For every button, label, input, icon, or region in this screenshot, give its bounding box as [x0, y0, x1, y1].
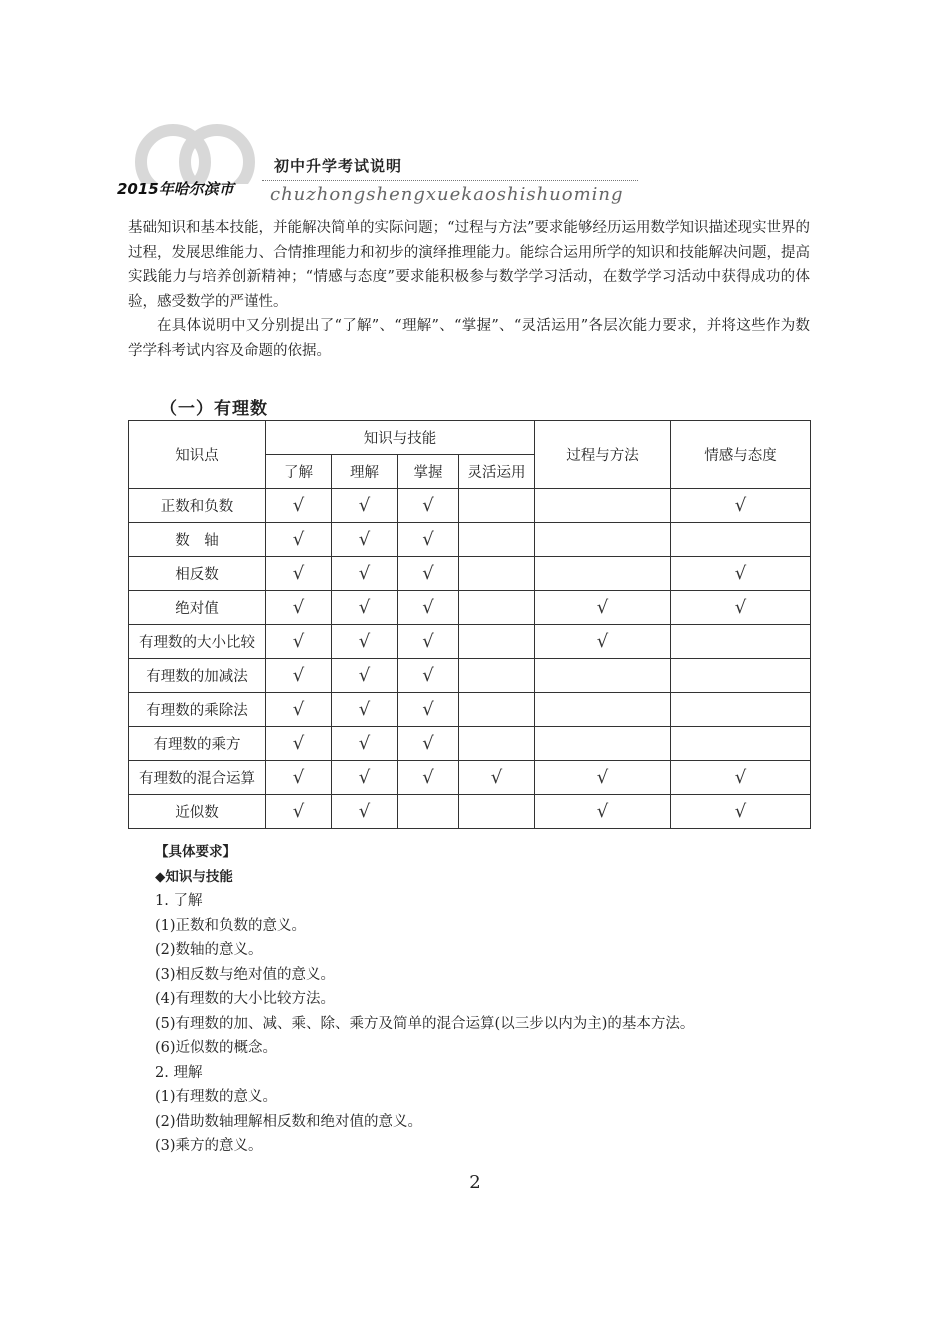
- header-emotion-attitude: 情感与态度: [671, 421, 811, 489]
- requirements-subheading: ◆知识与技能: [155, 868, 233, 885]
- empty-cell: [459, 795, 535, 829]
- check-mark-icon: √: [266, 659, 332, 693]
- check-mark-icon: √: [398, 659, 459, 693]
- table-row: [129, 625, 811, 659]
- page-header: [0, 0, 950, 215]
- sec1-title: 1. 了解: [155, 893, 203, 909]
- sec2-title: 2. 理解: [155, 1064, 203, 1081]
- intro-paragraph-2: 在具体说明中又分别提出了“了解”、“理解”、“掌握”、“灵活运用”各层次能力要求，并将这些作为数学学科考试内容及命题的依据。: [128, 318, 810, 359]
- check-mark-icon: √: [671, 557, 811, 591]
- header-title: 初中升学考试说明: [274, 157, 403, 175]
- intro-text: [128, 216, 810, 363]
- header-pinyin: chuzhongshengxuekaoshishuoming: [270, 184, 624, 205]
- empty-cell: [459, 489, 535, 523]
- requirement-item: (2)数轴的意义。: [155, 942, 263, 958]
- check-mark-icon: √: [266, 693, 332, 727]
- requirement-item: (2)借助数轴理解相反数和绝对值的意义。: [155, 1113, 423, 1130]
- empty-cell: [535, 693, 671, 727]
- requirement-item: (3)相反数与绝对值的意义。: [155, 966, 336, 983]
- check-mark-icon: √: [535, 795, 671, 829]
- check-mark-icon: √: [332, 761, 398, 795]
- check-mark-icon: √: [671, 795, 811, 829]
- check-mark-icon: √: [398, 761, 459, 795]
- table-row: [129, 591, 811, 625]
- empty-cell: [459, 727, 535, 761]
- requirement-item: (1)有理数的意义。: [155, 1089, 278, 1105]
- check-mark-icon: √: [398, 557, 459, 591]
- check-mark-icon: √: [266, 761, 332, 795]
- header-apply: 灵活运用: [459, 455, 535, 489]
- row-knowledge-point: 正数和负数: [129, 489, 266, 523]
- check-mark-icon: √: [266, 795, 332, 829]
- section-title: （一）有理数: [160, 399, 268, 419]
- intro-paragraph-1: 基础知识和基本技能，并能解决简单的实际问题；“过程与方法”要求能够经历运用数学知识描述现实世界的过程，发展思维能力、合情推理能力和初步的演绎推理能力。能综合运用所学的知识和技能解决问题，提高实践能力与培养创新精神；“情感与态度”要求能积极参与数学学习活动，在数学学习活动中获得成功的体验，感受数学的严谨性。: [128, 220, 810, 310]
- header-understand-basic: 了解: [266, 455, 332, 489]
- empty-cell: [671, 659, 811, 693]
- empty-cell: [459, 591, 535, 625]
- empty-cell: [535, 659, 671, 693]
- row-knowledge-point: 相反数: [129, 557, 266, 591]
- check-mark-icon: √: [332, 693, 398, 727]
- empty-cell: [671, 693, 811, 727]
- specific-requirements: [155, 840, 694, 1159]
- row-knowledge-point: 有理数的乘除法: [129, 693, 266, 727]
- check-mark-icon: √: [332, 659, 398, 693]
- page-number: 2: [469, 1172, 481, 1193]
- requirement-item: (1)正数和负数的意义。: [155, 917, 307, 934]
- requirement-item: (3)乘方的意义。: [155, 1138, 263, 1154]
- check-mark-icon: √: [671, 489, 811, 523]
- empty-cell: [459, 693, 535, 727]
- header-knowledge-skill: 知识与技能: [266, 421, 535, 455]
- check-mark-icon: √: [266, 557, 332, 591]
- empty-cell: [459, 523, 535, 557]
- table-row: [129, 523, 811, 557]
- check-mark-icon: √: [671, 761, 811, 795]
- row-knowledge-point: 有理数的大小比较: [129, 625, 266, 659]
- check-mark-icon: √: [332, 489, 398, 523]
- check-mark-icon: √: [535, 761, 671, 795]
- requirements-heading: 【具体要求】: [155, 844, 236, 860]
- check-mark-icon: √: [398, 625, 459, 659]
- row-knowledge-point: 有理数的加减法: [129, 659, 266, 693]
- check-mark-icon: √: [266, 727, 332, 761]
- row-knowledge-point: 近似数: [129, 795, 266, 829]
- row-knowledge-point: 有理数的乘方: [129, 727, 266, 761]
- table-row: [129, 659, 811, 693]
- check-mark-icon: √: [535, 625, 671, 659]
- check-mark-icon: √: [266, 625, 332, 659]
- check-mark-icon: √: [398, 693, 459, 727]
- empty-cell: [671, 727, 811, 761]
- table-row: [129, 693, 811, 727]
- check-mark-icon: √: [332, 523, 398, 557]
- check-mark-icon: √: [266, 591, 332, 625]
- empty-cell: [535, 523, 671, 557]
- header-year-city: 2015年哈尔滨市: [117, 180, 234, 198]
- check-mark-icon: √: [398, 523, 459, 557]
- check-mark-icon: √: [398, 591, 459, 625]
- empty-cell: [535, 727, 671, 761]
- check-mark-icon: √: [332, 591, 398, 625]
- requirement-item: (5)有理数的加、减、乘、除、乘方及简单的混合运算(以三步以内为主)的基本方法。: [155, 1015, 695, 1032]
- empty-cell: [535, 489, 671, 523]
- decorative-rings-icon: [135, 122, 255, 222]
- check-mark-icon: √: [332, 727, 398, 761]
- check-mark-icon: √: [398, 727, 459, 761]
- requirement-item: (6)近似数的概念。: [155, 1040, 278, 1056]
- header-master: 掌握: [398, 455, 459, 489]
- row-knowledge-point: 绝对值: [129, 591, 266, 625]
- row-knowledge-point: 有理数的混合运算: [129, 761, 266, 795]
- check-mark-icon: √: [671, 591, 811, 625]
- header-process-method: 过程与方法: [535, 421, 671, 489]
- check-mark-icon: √: [459, 761, 535, 795]
- header-knowledge-point: 知识点: [129, 421, 266, 489]
- check-mark-icon: √: [332, 625, 398, 659]
- table-row: [129, 727, 811, 761]
- check-mark-icon: √: [266, 489, 332, 523]
- table-row: [129, 489, 811, 523]
- empty-cell: [459, 625, 535, 659]
- header-comprehend: 理解: [332, 455, 398, 489]
- header-divider: [262, 180, 638, 181]
- empty-cell: [459, 659, 535, 693]
- check-mark-icon: √: [398, 489, 459, 523]
- requirements-table: [128, 420, 811, 829]
- empty-cell: [671, 523, 811, 557]
- empty-cell: [671, 625, 811, 659]
- check-mark-icon: √: [332, 557, 398, 591]
- row-knowledge-point: 数 轴: [129, 523, 266, 557]
- check-mark-icon: √: [535, 591, 671, 625]
- table-row: [129, 795, 811, 829]
- empty-cell: [459, 557, 535, 591]
- empty-cell: [398, 795, 459, 829]
- table-row: [129, 761, 811, 795]
- table-row: [129, 557, 811, 591]
- check-mark-icon: √: [332, 795, 398, 829]
- check-mark-icon: √: [266, 523, 332, 557]
- requirement-item: (4)有理数的大小比较方法。: [155, 991, 336, 1007]
- empty-cell: [535, 557, 671, 591]
